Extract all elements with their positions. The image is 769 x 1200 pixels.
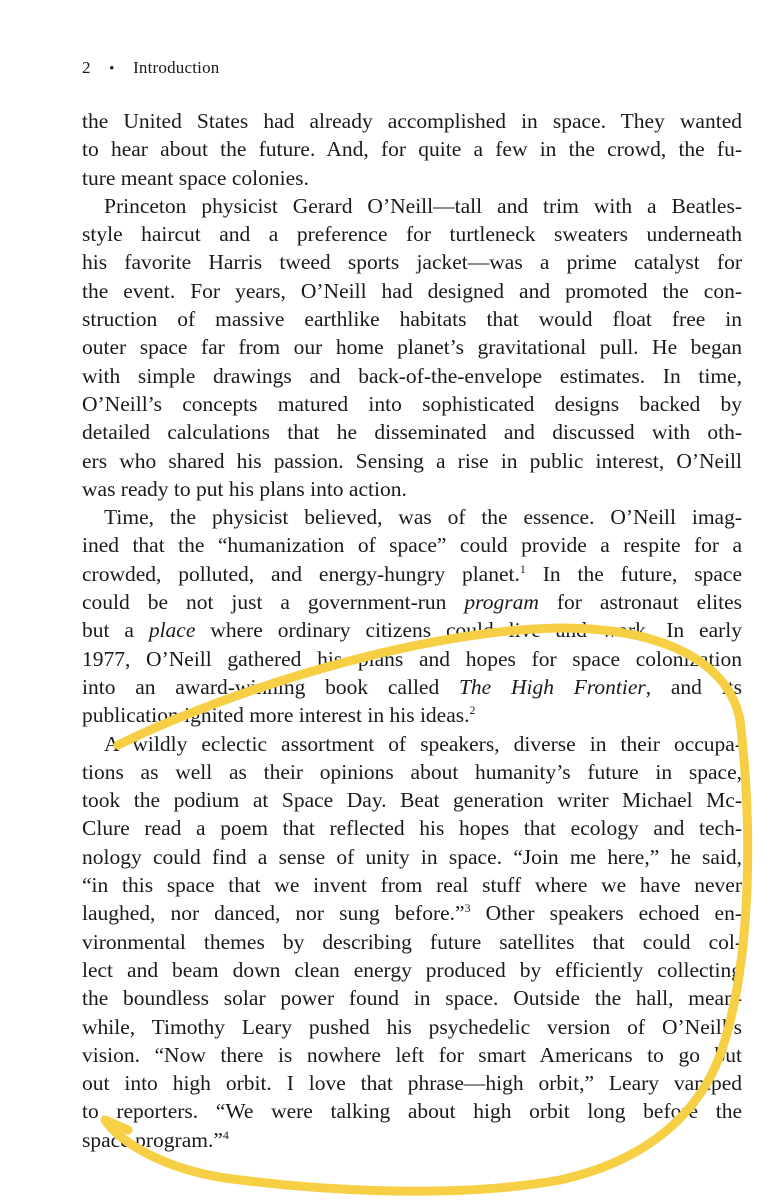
text-line: A wildly eclectic assortment of speakers, diverse in their occupa- [104, 731, 742, 756]
text-line: publication ignited more interest in his ideas.$^2$ [82, 703, 476, 728]
text-line: style haircut and a preference for turtleneck sweaters underneath [82, 222, 742, 247]
text-line: ined that the “humanization of space” could provide a respite for a [82, 533, 742, 558]
text-line: vision. “Now there is nowhere left for smart Americans to go but [82, 1042, 742, 1067]
text-line: nology could find a sense of unity in space. “Join me here,” he said, [82, 844, 742, 869]
text-line: out into high orbit. I love that phrase—high orbit,” Leary vamped [82, 1071, 742, 1096]
text-line: but a place where ordinary citizens could live and work. In early [82, 618, 742, 643]
text-line: space program.”$^4$ [82, 1127, 229, 1152]
italic-term: program [464, 590, 539, 615]
italic-term: The High Frontier [458, 674, 646, 699]
text-line: his favorite Harris tweed sports jacket—was a prime catalyst for [82, 250, 742, 275]
text-line: the boundless solar power found in space. Outside the hall, mean- [82, 986, 742, 1011]
text-line: lect and beam down clean energy produced by efficiently collecting [82, 957, 742, 982]
running-head [82, 58, 220, 78]
text-line: while, Timothy Leary pushed his psychedelic version of O’Neill’s [82, 1014, 742, 1039]
text-line: detailed calculations that he disseminated and discussed with oth- [82, 420, 742, 445]
text-line: vironmental themes by describing future satellites that could col- [82, 929, 742, 954]
text-line: was ready to put his plans into action. [82, 476, 407, 501]
text-line: could be not just a government-run program for astronaut elites [82, 590, 742, 615]
text-line: into an award-winning book called The High Frontier, and its [82, 674, 742, 699]
text-line: took the podium at Space Day. Beat generation writer Michael Mc- [82, 788, 742, 813]
text-line: crowded, polluted, and energy-hungry planet.$^1$ In the future, space [82, 561, 742, 586]
text-line: to reporters. “We were talking about high orbit long before the [82, 1099, 742, 1124]
text-line: ers who shared his passion. Sensing a rise in public interest, O’Neill [82, 448, 742, 473]
text-line: struction of massive earthlike habitats that would float free in [82, 307, 742, 332]
footnote-marker: 4 [222, 1127, 229, 1142]
text-line: Clure read a poem that reflected his hopes that ecology and tech- [82, 816, 742, 841]
text-line: O’Neill’s concepts matured into sophisticated designs backed by [82, 391, 742, 416]
page-number: 2 [82, 58, 91, 77]
text-line: with simple drawings and back-of-the-envelope estimates. In time, [82, 363, 742, 388]
section-title: Introduction [133, 58, 220, 77]
header-bullet: • [109, 61, 115, 77]
italic-term: place [148, 618, 196, 643]
text-line: tions as well as their opinions about humanity’s future in space, [82, 759, 742, 784]
text-line: to hear about the future. And, for quite a few in the crowd, the fu- [82, 137, 742, 162]
text-line: outer space far from our home planet’s gravitational pull. He began [82, 335, 742, 360]
text-line: Time, the physicist believed, was of the essence. O’Neill imag- [104, 505, 742, 530]
footnote-marker: 3 [464, 901, 471, 916]
text-line: 1977, O’Neill gathered his plans and hopes for space colonization [82, 646, 742, 671]
text-line: laughed, nor danced, nor sung before.”$^3$ Other speakers echoed en- [82, 901, 742, 926]
text-line: the event. For years, O’Neill had designed and promoted the con- [82, 278, 742, 303]
text-line: “in this space that we invent from real stuff where we have never [82, 873, 742, 898]
body-text [82, 107, 742, 1154]
text-line: ture meant space colonies. [82, 165, 309, 190]
footnote-marker: 2 [469, 703, 476, 718]
text-line: the United States had already accomplished in space. They wanted [82, 109, 742, 133]
text-line: Princeton physicist Gerard O’Neill—tall and trim with a Beatles- [104, 193, 742, 218]
footnote-marker: 1 [519, 561, 526, 576]
